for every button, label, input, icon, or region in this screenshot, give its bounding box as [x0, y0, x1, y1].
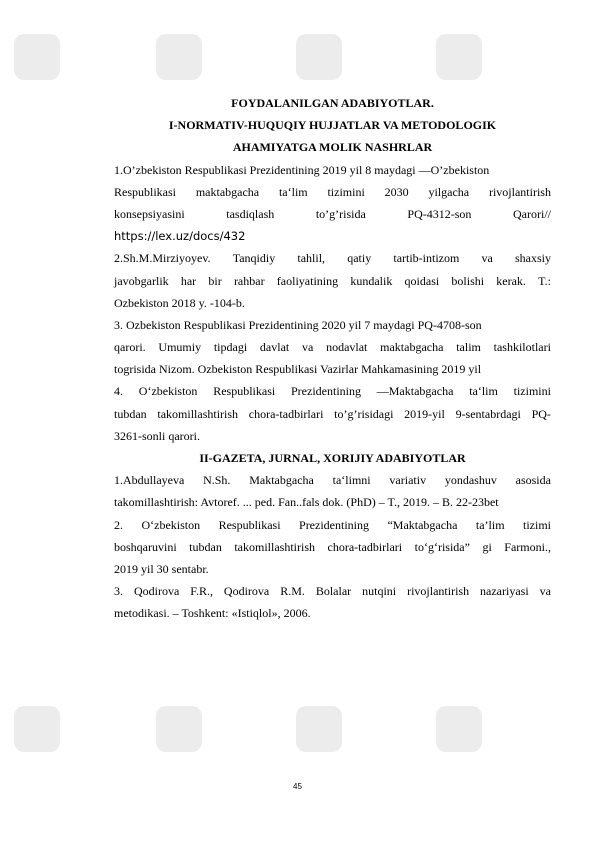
reference-line	[114, 469, 551, 491]
reference-word: 2.Sh.M.Mirziyoyev.	[114, 251, 211, 266]
reference-line: Ozbekiston 2018 y. -104-b.	[114, 295, 245, 310]
reference-line	[114, 403, 551, 425]
heading-periodicals: II-GAZETA, JURNAL, XORIJIY ADABIYOTLAR	[199, 451, 466, 465]
reference-word: chora-tadbirlari	[327, 539, 403, 554]
reference-line	[114, 580, 551, 602]
reference-word: to‘g‘risida”	[414, 539, 470, 554]
reference-word: kundalik	[350, 273, 393, 288]
reference-word: 1.Abdullayeva	[114, 473, 185, 488]
reference-word: Respublikasi	[213, 384, 276, 399]
reference-word: yondashuv	[444, 473, 497, 488]
reference-word: va	[481, 251, 493, 266]
reference-item-7	[114, 580, 551, 624]
reference-word: tubdan	[189, 539, 222, 554]
reference-word: ta‘lim	[278, 184, 308, 199]
reference-word: nodavlat	[326, 340, 368, 355]
reference-word: faoliyatining	[276, 273, 339, 288]
reference-line	[114, 380, 551, 402]
reference-word: to’g’risida	[315, 206, 366, 221]
reference-word: nazariyasi	[480, 584, 529, 599]
reference-word: Farmoni.,	[504, 539, 551, 554]
reference-word: 4.	[114, 384, 123, 399]
reference-item-2	[114, 247, 551, 314]
watermark-icon	[8, 28, 66, 86]
reference-word: Tanqidiy	[232, 251, 276, 266]
watermark-icon	[430, 700, 488, 758]
reference-word: takomillashtirish	[157, 406, 239, 421]
watermark-icon	[150, 700, 208, 758]
reference-word: qatiy	[347, 251, 372, 266]
reference-word: 3.	[114, 584, 123, 599]
reference-word: 2030	[384, 184, 409, 199]
watermark-icon	[430, 28, 488, 86]
reference-word: bolishi	[451, 273, 485, 288]
reference-word: rahbar	[233, 273, 265, 288]
reference-word: Bolalar	[315, 584, 352, 599]
reference-line: 3261-sonli qarori.	[114, 428, 200, 443]
reference-word: Maktabgacha	[249, 473, 314, 488]
reference-line	[114, 203, 551, 225]
reference-word: rivojlantirish	[488, 184, 551, 199]
watermark-icon	[8, 700, 66, 758]
reference-link[interactable]: https://lex.uz/docs/432	[114, 229, 246, 244]
reference-word: to’g’risidagi	[334, 406, 394, 421]
reference-word: gi	[482, 539, 492, 554]
reference-item-3	[114, 314, 551, 381]
reference-word: tasdiqlash	[226, 206, 275, 221]
reference-word: tashkilotlari	[493, 340, 551, 355]
reference-word: —Maktabgacha	[376, 384, 454, 399]
reference-line: 3. Ozbekiston Respublikasi Prezidentining 2020 yil 7 maydagi PQ-4708-son	[114, 317, 482, 332]
reference-word: har	[180, 273, 197, 288]
reference-word: Respublikasi	[114, 184, 176, 199]
reference-word: qoidasi	[404, 273, 440, 288]
reference-word: F.R.,	[190, 584, 213, 599]
reference-word: yilgacha	[428, 184, 470, 199]
reference-word: shaxsiy	[514, 251, 551, 266]
reference-line	[114, 336, 551, 358]
reference-word: takomillashtirish	[234, 539, 316, 554]
reference-line	[114, 536, 551, 558]
reference-word: O‘zbekiston	[141, 517, 201, 532]
reference-word: tizimi	[523, 517, 551, 532]
reference-word: talim	[456, 340, 481, 355]
reference-word: ta‘limni	[332, 473, 371, 488]
reference-line: 1.O’zbekiston Respublikasi Prezidentining 2019 yil 8 maydagi —O’zbekiston	[114, 162, 490, 177]
reference-word: Prezidentining	[299, 517, 369, 532]
watermark-icon	[150, 28, 208, 86]
reference-line	[114, 181, 551, 203]
reference-line: takomillashtirish: Avtoref. ... ped. Fan..fals dok. (PhD) – T., 2019. – B. 22-23bet	[114, 495, 499, 510]
reference-word: 2.	[114, 517, 123, 532]
reference-word: boshqaruvini	[114, 539, 177, 554]
reference-word: “Maktabgacha	[387, 517, 458, 532]
reference-word: qarori.	[114, 340, 146, 355]
page-number: 45	[293, 782, 302, 791]
reference-word: bir	[208, 273, 222, 288]
reference-line	[114, 247, 551, 269]
reference-line	[114, 270, 551, 292]
reference-word: konsepsiyasini	[114, 206, 185, 221]
heading-normative-documents: I-NORMATIV-HUQUQIY HUJJATLAR VA METODOLOGIK	[168, 118, 497, 133]
reference-item-6	[114, 514, 551, 581]
reference-item-5	[114, 469, 551, 513]
reference-line: metodikasi. – Toshkent: «Istiqlol», 2006.	[114, 606, 311, 621]
reference-word: O‘zbekiston	[138, 384, 198, 399]
watermark-icon	[290, 700, 348, 758]
reference-word: tahlil,	[297, 251, 326, 266]
reference-word: tubdan	[114, 406, 147, 421]
reference-word: Prezidentining	[291, 384, 361, 399]
reference-word: maktabgacha	[195, 184, 260, 199]
reference-line	[114, 514, 551, 536]
reference-word: variativ	[389, 473, 427, 488]
reference-word: 2019-yil	[404, 406, 445, 421]
reference-word: Umumiy	[158, 340, 202, 355]
reference-line: togrisida Nizom. Ozbekiston Respublikasi Vazirlar Mahkamasining 2019 yil	[114, 362, 482, 377]
heading-bibliography: FOYDALANILGAN ADABIYOTLAR.	[231, 96, 434, 110]
reference-word: davlat	[259, 340, 290, 355]
reference-word: T.:	[538, 273, 551, 288]
reference-word: kerak.	[496, 273, 526, 288]
reference-word: ta’lim	[475, 517, 505, 532]
reference-word: Qodirova	[133, 584, 180, 599]
reference-word: chora-tadbirlari	[248, 406, 324, 421]
reference-word: N.Sh.	[203, 473, 231, 488]
reference-item-4	[114, 380, 551, 447]
reference-word: tizimini	[513, 384, 551, 399]
reference-word: va	[539, 584, 551, 599]
reference-word: va	[301, 340, 314, 355]
reference-word: maktabgacha	[380, 340, 444, 355]
reference-word: asosida	[515, 473, 551, 488]
reference-word: PQ-4312-son	[407, 206, 472, 221]
reference-word: ta‘lim	[469, 384, 498, 399]
reference-word: Qarori//	[513, 206, 551, 221]
reference-word: javobgarlik	[114, 273, 169, 288]
watermark-icon	[290, 28, 348, 86]
reference-word: tizimini	[327, 184, 365, 199]
reference-word: rivojlantirish	[407, 584, 470, 599]
reference-word: PQ-	[531, 406, 551, 421]
reference-word: Qodirova	[223, 584, 270, 599]
reference-word: 9-sentabrdagi	[455, 406, 521, 421]
reference-word: tipdagi	[213, 340, 248, 355]
document-page	[114, 92, 551, 625]
reference-word: R.M.	[280, 584, 305, 599]
reference-word: Respublikasi	[218, 517, 281, 532]
reference-item-1	[114, 159, 551, 248]
reference-line: 2019 yil 30 sentabr.	[114, 561, 209, 576]
reference-word: nutqini	[362, 584, 397, 599]
reference-word: tartib-intizom	[393, 251, 460, 266]
heading-methodological-publications: AHAMIYATGA MOLIK NASHRLAR	[232, 140, 433, 155]
